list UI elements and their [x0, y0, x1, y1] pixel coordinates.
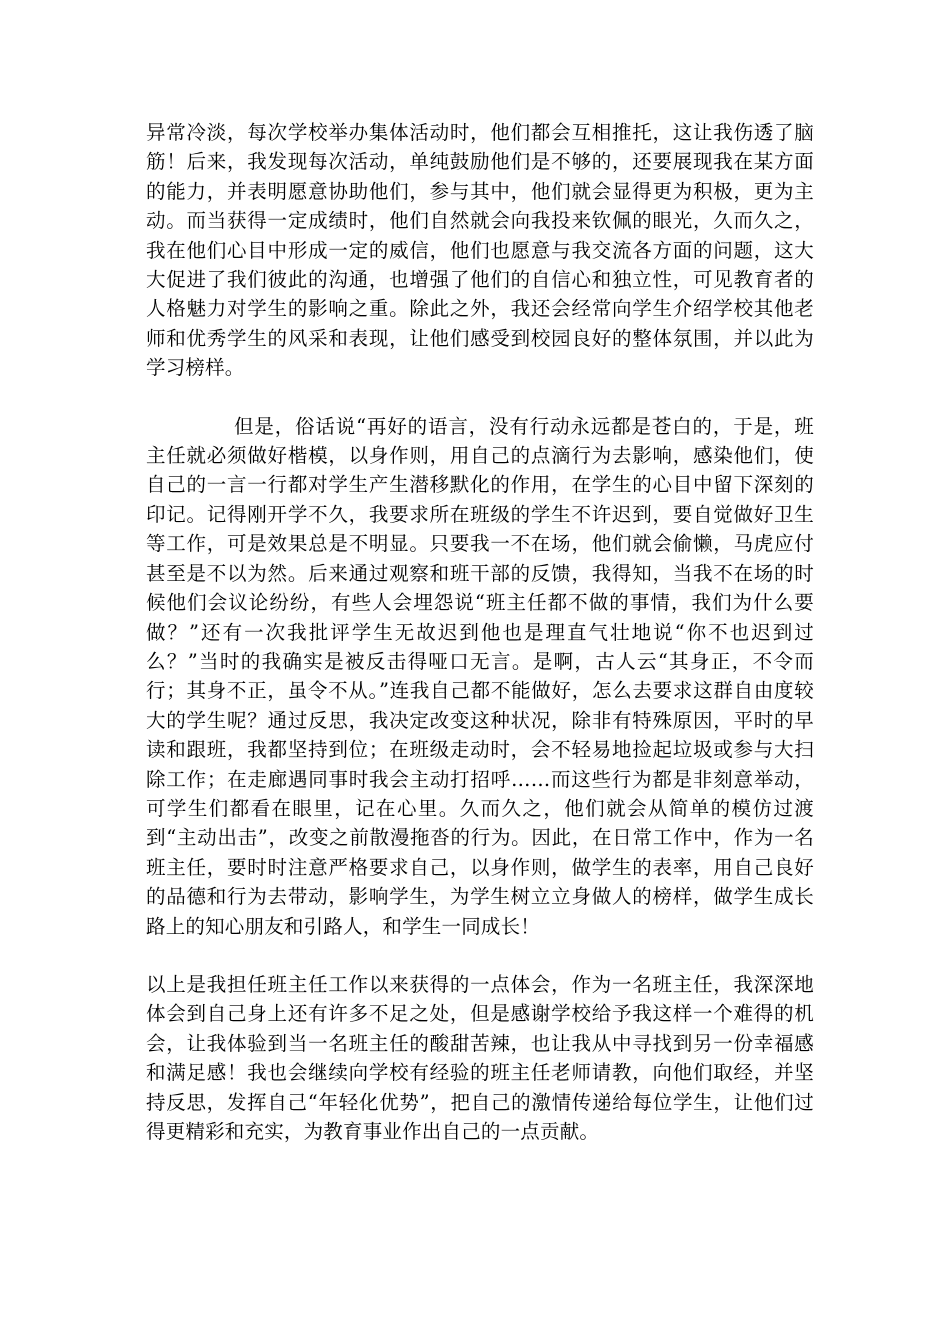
paragraph-1: 异常冷淡，每次学校举办集体活动时，他们都会互相推托，这让我伤透了脑筋！后来，我发现每次活动，单纯鼓励他们是不够的，还要展现我在某方面的能力，并表明愿意协助他们，参与其中，他们就会显得更为积极，更为主动。而当获得一定成绩时，他们自然就会向我投来钦佩的眼光，久而久之，我在他们心目中形成一定的威信，他们也愿意与我交流各方面的问题，这大大促进了我们彼此的沟通，也增强了他们的自信心和独立性，可见教育者的人格魅力对学生的影响之重。除此之外，我还会经常向学生介绍学校其他老师和优秀学生的风采和表现，让他们感受到校园良好的整体氛围，并以此为学习榜样。	[146, 121, 814, 380]
paragraph-3: 以上是我担任班主任工作以来获得的一点体会，作为一名班主任，我深深地体会到自己身上还有许多不足之处，但是感谢学校给予我这样一个难得的机会，让我体验到当一名班主任的酸甜苦辣，也让我从中寻找到另一份幸福感和满足感！我也会继续向学校有经验的班主任老师请教，向他们取经，并坚持反思，发挥自己“年轻化优势”，把自己的激情传递给每位学生，让他们过得更精彩和充实，为教育事业作出自己的一点贡献。	[146, 972, 814, 1143]
document-body	[146, 118, 814, 1146]
paragraph-2: 但是，俗话说“再好的语言，没有行动永远都是苍白的，于是，班主任就必须做好楷模，以身作则，用自己的点滴行为去影响，感染他们，使自己的一言一行都对学生产生潜移默化的作用，在学生的心目中留下深刻的印记。记得刚开学不久，我要求所在班级的学生不许迟到，要自觉做好卫生等工作，可是效果总是不明显。只要我一不在场，他们就会偷懒，马虎应付甚至是不以为然。后来通过观察和班干部的反馈，我得知，当我不在场的时候他们会议论纷纷，有些人会埋怨说“班主任都不做的事情，我们为什么要做？”还有一次我批评学生无故迟到他也是理直气壮地说“你不也迟到过么？”当时的我确实是被反击得哑口无言。是啊，古人云“其身正，不令而行；其身不正，虽令不从。”连我自己都不能做好，怎么去要求这群自由度较大的学生呢？通过反思，我决定改变这种状况，除非有特殊原因，平时的早读和跟班，我都坚持到位；在班级走动时，会不轻易地捡起垃圾或参与大扫除工作；在走廊遇同事时我会主动打招呼……而这些行为都是非刻意举动，可学生们都看在眼里，记在心里。久而久之，他们就会从简单的模仿过渡到“主动出击”，改变之前散漫拖沓的行为。因此，在日常工作中，作为一名班主任，要时时注意严格要求自己，以身作则，做学生的表率，用自己良好的品德和行为去带动，影响学生，为学生树立立身做人的榜样，做学生成长路上的知心朋友和引路人，和学生一同成长！	[146, 414, 814, 938]
